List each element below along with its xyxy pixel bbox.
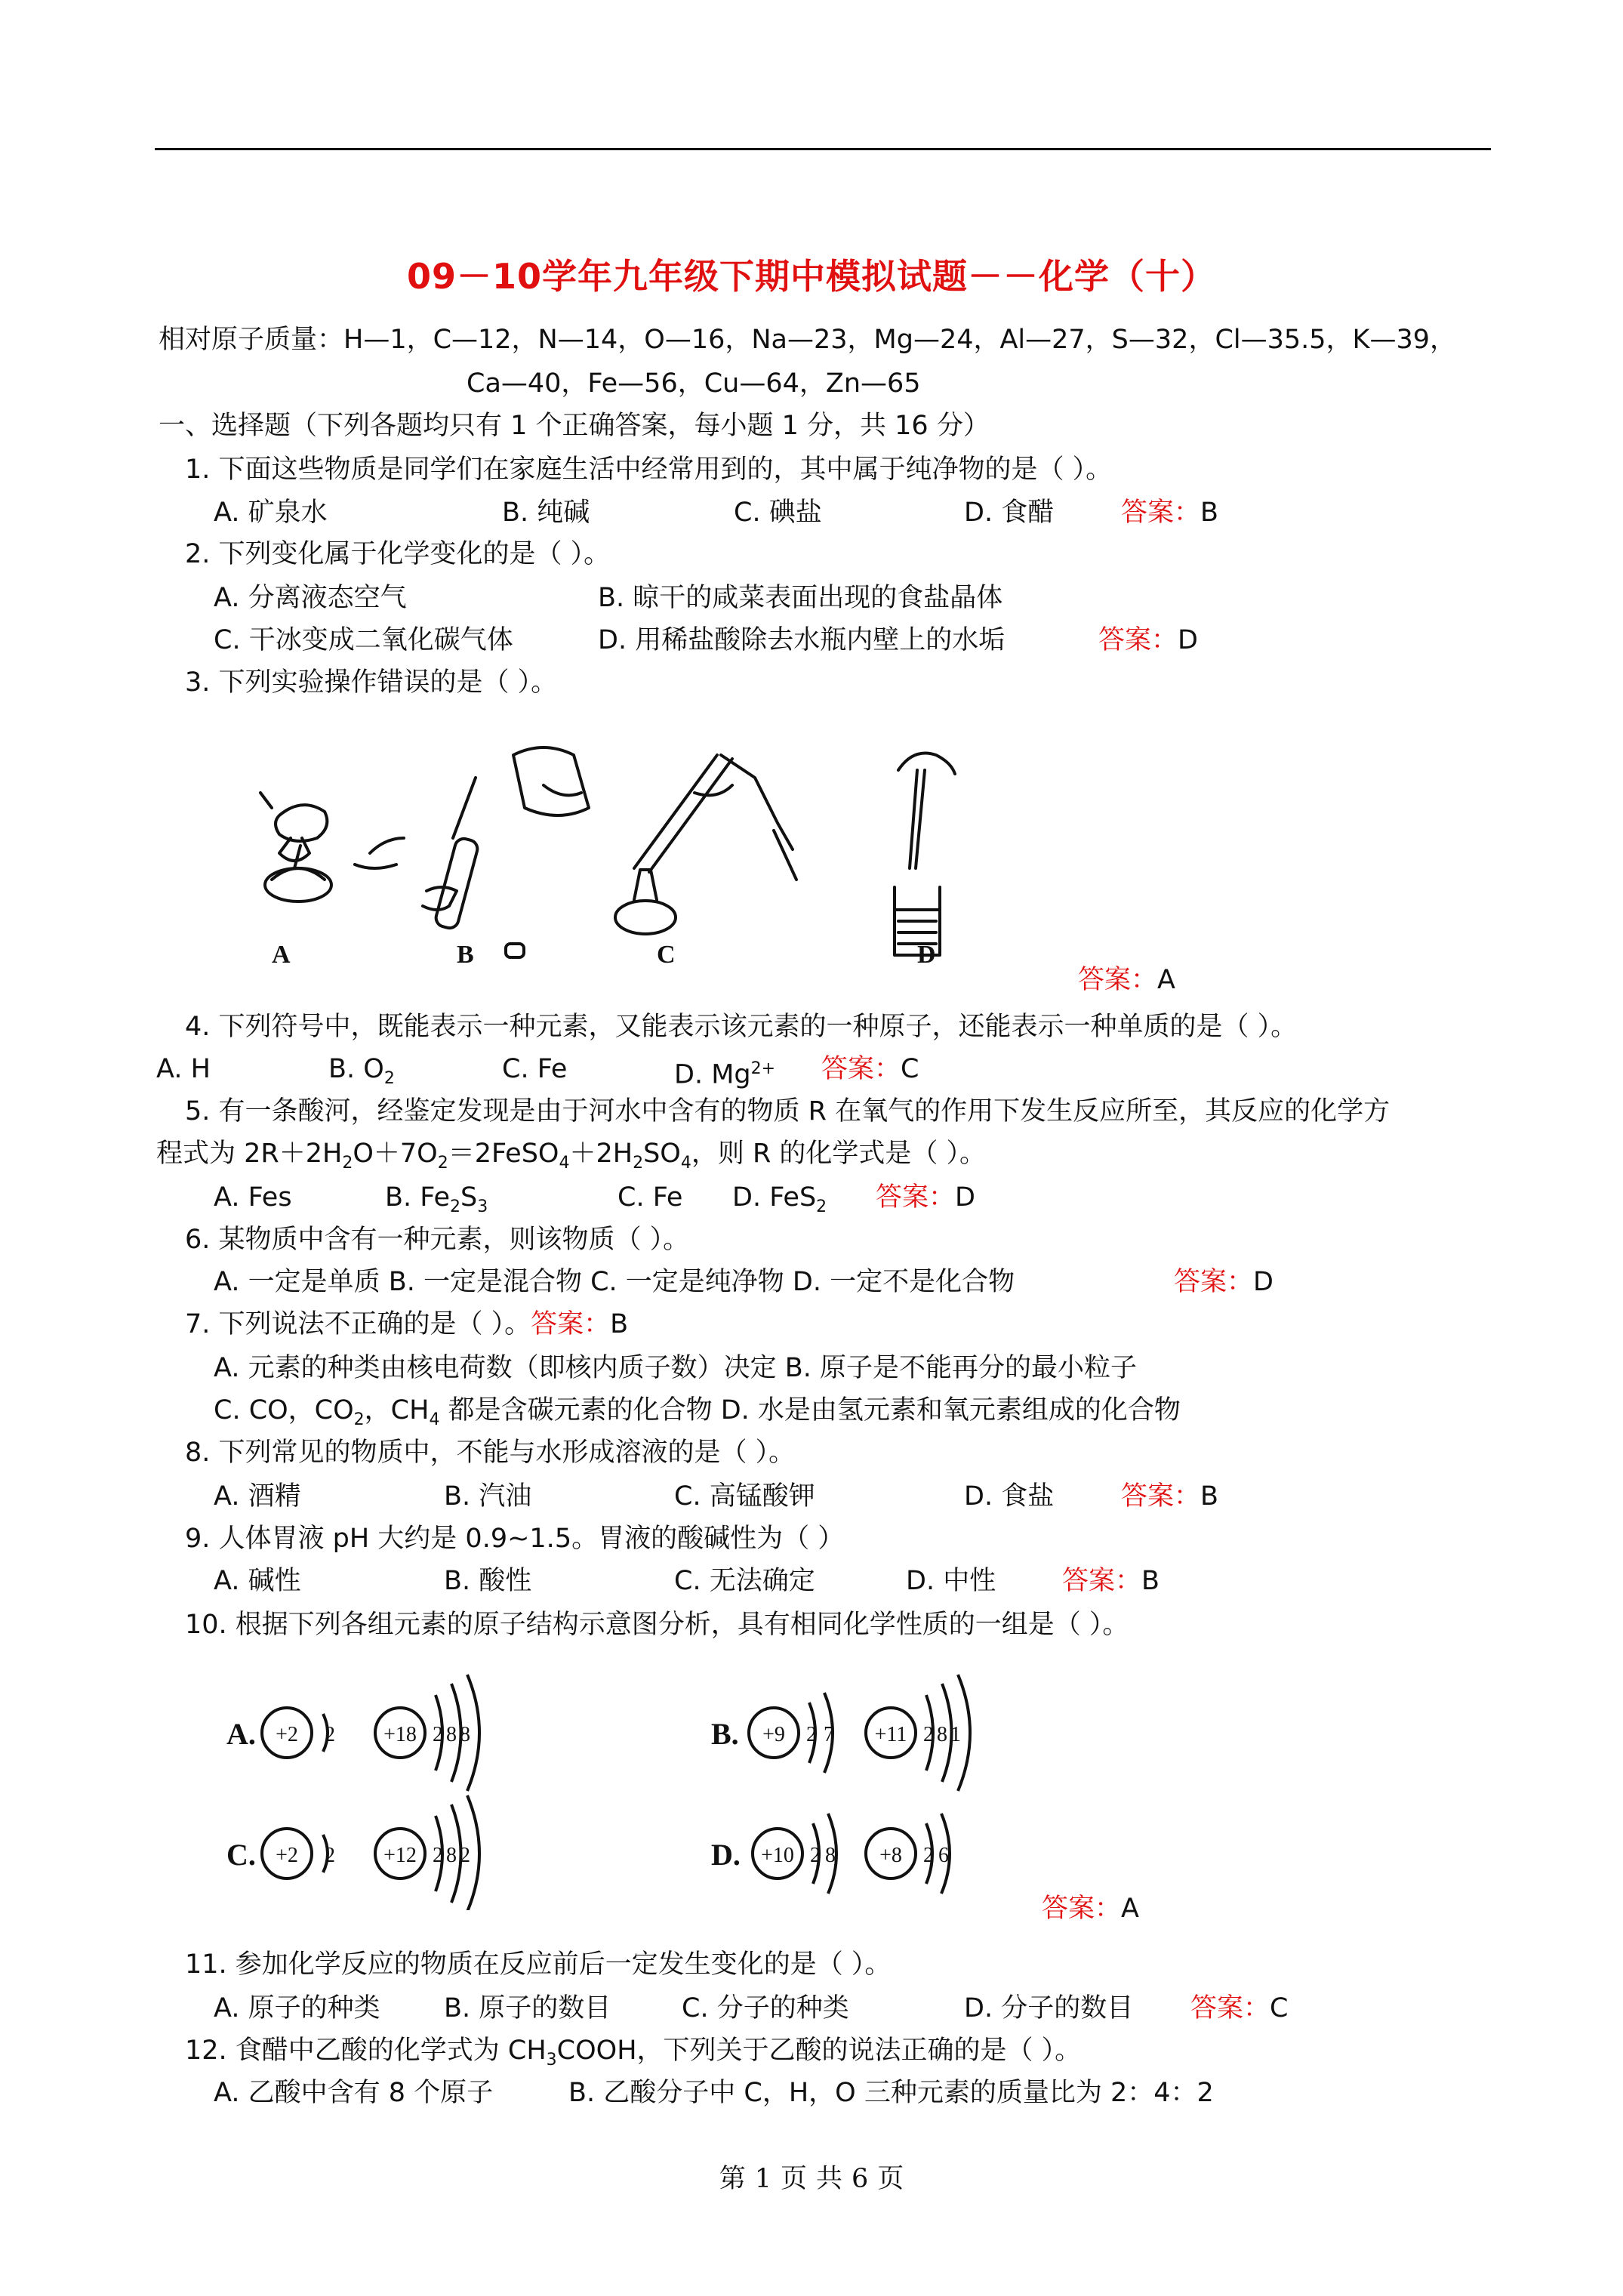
q10-atom-diagrams [211,1661,1079,1910]
q2-stem: 2. 下列变化属于化学变化的是（ ）。 [185,539,611,569]
q8-stem: 8. 下列常见的物质中，不能与水形成溶液的是（ ）。 [185,1438,796,1468]
q9-answer: 答案：B [1062,1566,1160,1596]
q10-label-a: A. [226,1717,256,1751]
q10-a-shell-2-3: 8 [460,1723,470,1746]
page-footer: 第 1 页 共 6 页 [719,2164,904,2194]
q10-b-shell-2-3: 1 [950,1723,961,1746]
q2-option-b: B. 晾干的咸菜表面出现的食盐晶体 [598,583,1003,613]
q10-b-nucleus-2: +11 [874,1723,907,1746]
q5-stem-line2: 程式为 $2R+2H_2O+7O_2=2FeSO_4+2H_2SO_4$，则 R 的化学式是（ ）。 [156,1139,987,1173]
q10-a-nucleus-2: +18 [383,1723,417,1746]
q10-c-nucleus-2: +12 [383,1844,417,1867]
q4-option-a: A. H [156,1054,211,1084]
q12-stem: 12. 食醋中乙酸的化学式为 $CH_3COOH$，下列关于乙酸的说法正确的是（ ）。 [185,2036,1082,2069]
q10-d-nucleus-1: +10 [761,1844,794,1867]
q7-options-ab: A. 元素的种类由核电荷数（即核内质子数）决定 B. 原子是不能再分的最小粒子 [214,1353,1137,1383]
q6-stem: 6. 某物质中含有一种元素，则该物质（ ）。 [185,1225,690,1255]
q11-option-a: A. 原子的种类 [214,1993,380,2023]
q10-c-shell-2-2: 8 [446,1844,457,1867]
q10-b-nucleus-1: +9 [762,1723,785,1746]
q4-option-c: C. Fe [502,1054,568,1084]
q10-b-shell-2-2: 8 [937,1723,947,1746]
q4-stem: 4. 下列符号中，既能表示一种元素，又能表示该元素的一种原子，还能表示一种单质的是（ ）。 [185,1012,1298,1042]
q10-a-shell-2-1: 2 [433,1723,443,1746]
q2-option-a: A. 分离液态空气 [214,583,407,613]
fig-d-dropper [895,754,955,956]
q10-c-shell-2-1: 2 [433,1844,443,1867]
q6-options: A. 一定是单质 B. 一定是混合物 C. 一定是纯净物 D. 一定不是化合物 [214,1267,1015,1297]
fig-label-a: A [272,941,291,969]
q2-answer: 答案：D [1098,625,1198,655]
q10-b-shell-1-2: 7 [824,1723,834,1746]
q1-option-b: B. 纯碱 [502,498,590,528]
q10-d-shell-1-1: 2 [810,1844,821,1867]
q5-option-b: B. $Fe_2S_3$ [385,1182,488,1216]
q11-option-d: D. 分子的数目 [964,1993,1134,2023]
fig-label-b: B [457,941,474,969]
q10-b-shell-2-1: 2 [923,1723,934,1746]
q5-option-c: C. Fe [617,1182,683,1213]
q7-answer: 答案：B [531,1309,629,1339]
q12-option-b: B. 乙酸分子中 C，H，O 三种元素的质量比为 2：4：2 [568,2078,1214,2108]
q8-option-c: C. 高锰酸钾 [674,1481,815,1512]
q5-stem-line1: 5. 有一条酸河，经鉴定发现是由于河水中含有的物质 R 在氧气的作用下发生反应所至，其反应的化学方 [185,1096,1390,1126]
q11-answer: 答案：C [1190,1993,1289,2023]
q1-option-d: D. 食醋 [964,498,1055,528]
q1-answer: 答案：B [1121,498,1219,528]
q10-b-shell-1-1: 2 [806,1723,817,1746]
q4-option-b: B. $O_2$ [328,1054,395,1088]
q4-answer: 答案：C [821,1054,919,1084]
q12-option-a: A. 乙酸中含有 8 个原子 [214,2078,494,2108]
q2-option-c: C. 干冰变成二氧化碳气体 [214,625,513,655]
q9-stem: 9. 人体胃液 pH 大约是 0.9~1.5。胃液的酸碱性为（ ） [185,1524,845,1554]
q7-options-cd: C. CO，$CO_2$，$CH_4$ 都是含碳元素的化合物 D. 水是由氢元素和氧元素组成的化合物 [214,1395,1181,1429]
q10-stem: 10. 根据下列各组元素的原子结构示意图分析，具有相同化学性质的一组是（ ）。 [185,1610,1129,1640]
q9-option-d: D. 中性 [906,1566,996,1596]
q10-d-shell-2-1: 2 [923,1844,934,1867]
q10-label-b: B. [711,1717,739,1751]
q10-c-shell-2-3: 2 [460,1844,470,1867]
q9-option-b: B. 酸性 [444,1566,532,1596]
top-rule [155,148,1491,150]
q9-option-c: C. 无法确定 [674,1566,815,1596]
q2-option-d: D. 用稀盐酸除去水瓶内壁上的水垢 [598,625,1006,655]
fig-c-heating [615,755,796,934]
q3-answer: 答案：A [1078,965,1175,995]
q8-option-d: D. 食盐 [964,1481,1055,1512]
q3-stem: 3. 下列实验操作错误的是（ ）。 [185,667,558,698]
q3-lab-figure [226,725,1042,982]
q9-option-a: A. 碱性 [214,1566,301,1596]
q5-answer: 答案：D [876,1182,975,1213]
q8-answer: 答案：B [1121,1481,1219,1512]
q6-answer: 答案：D [1174,1267,1273,1297]
q10-a-nucleus-1: +2 [276,1723,298,1746]
q10-c-shell-1-1: 2 [325,1844,335,1867]
atomic-mass-line-1: 相对原子质量：H—1，C—12，N—14，O—16，Na—23，Mg—24，Al—27，S—32，Cl—35.5，K—39， [159,325,1457,355]
q5-option-d: D. FeS$_2$ [732,1182,827,1216]
q10-d-shell-1-2: 8 [825,1844,836,1867]
q10-a-shell-1-1: 2 [325,1723,335,1746]
q5-option-a: A. Fes [214,1182,292,1213]
q10-label-c: C. [226,1838,256,1872]
q10-d-nucleus-2: +8 [879,1844,902,1867]
q10-c-nucleus-1: +2 [276,1844,298,1867]
q11-stem: 11. 参加化学反应的物质在反应前后一定发生变化的是（ ）。 [185,1949,892,1980]
fig-b-pouring [355,747,589,957]
q1-option-a: A. 矿泉水 [214,498,328,528]
page-title: 09－10学年九年级下期中模拟试题－－化学（十） [406,256,1217,297]
fig-label-d: D [917,941,936,969]
q8-option-a: A. 酒精 [214,1481,301,1512]
q7-stem: 7. 下列说法不正确的是（ ）。答案：B [185,1309,629,1339]
atomic-mass-line-2: Ca—40，Fe—56，Cu—64，Zn—65 [467,368,921,399]
fig-label-c: C [657,941,676,969]
section-heading: 一、选择题（下列各题均只有 1 个正确答案，每小题 1 分，共 16 分） [159,411,990,441]
q11-option-b: B. 原子的数目 [444,1993,611,2023]
fig-a-lamps [260,793,331,901]
q10-label-d: D. [711,1838,741,1872]
q8-option-b: B. 汽油 [444,1481,532,1512]
q10-answer: 答案：A [1042,1894,1139,1924]
q10-d-shell-2-2: 6 [938,1844,949,1867]
q4-option-d: D. $Mg^{2+}$ [674,1059,776,1090]
q1-stem: 1. 下面这些物质是同学们在家庭生活中经常用到的，其中属于纯净物的是（ ）。 [185,455,1113,485]
q10-a-shell-2-2: 8 [446,1723,457,1746]
q11-option-c: C. 分子的种类 [682,1993,849,2023]
q1-option-c: C. 碘盐 [734,498,822,528]
